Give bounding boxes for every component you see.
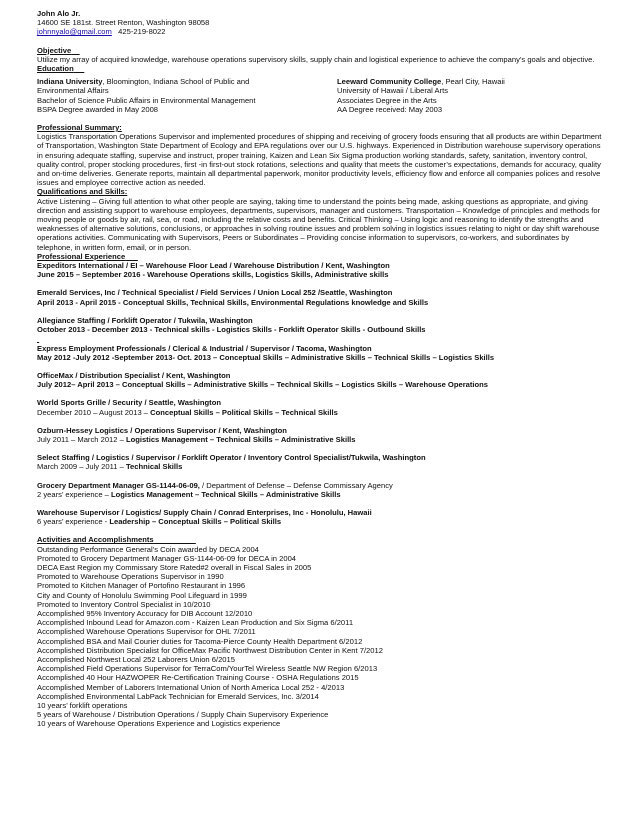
job-entry: Grocery Department Manager GS-1144-06-09, / Department of Defense – Defense Commissary Agency 2 years’ experience – Logistics Management – Technical Skills – Administrative Skills: [37, 480, 393, 499]
job-entry: [37, 344, 603, 362]
education-line: Environmental Affairs: [37, 86, 109, 96]
activity-item: Promoted to Inventory Control Specialist in 10/2010: [37, 599, 211, 609]
job-title: Emerald Services, Inc / Technical Specialist / Field Services / Union Local 252 /Seattle, Washington: [37, 288, 393, 298]
job-detail: Technical Skills: [125, 462, 183, 472]
activity-item: 10 years’ forklift operations: [37, 701, 128, 710]
degree-line: Associates Degree in the Arts: [337, 95, 437, 105]
activity-item: Accomplished Distribution Specialist for OfficeMax Pacific Northwest Distribution Center in Kent 7/2012: [37, 645, 383, 655]
job-detail: Leadership – Conceptual Skills – Political Skills: [109, 517, 282, 527]
job-entry: [37, 371, 603, 389]
job-entry: Warehouse Supervisor / Logistics/ Supply Chain / Conrad Enterprises, Inc - Honolulu, Hawaii 6 years’ experience - Leadership – Conceptual Skills – Political Skills: [37, 508, 603, 526]
activity-item: 10 years of Warehouse Operations Experience and Logistics experience: [37, 719, 281, 729]
activity-item: Promoted to Grocery Department Manager GS-1144-06-09 for DECA in 2004: [37, 553, 297, 563]
education-block: [37, 77, 603, 114]
activity-item: Outstanding Performance General’s Coin awarded by DECA 2004: [37, 544, 259, 554]
qualifications-text: Active Listening – Giving full attention to what other people are saying, taking time to understand the points being made, asking questions as appropriate, and giving direction and assisting support to warehouse employees, departments, supervisors, manager and customers. Transportation – Knowledge of principles and methods for moving people or goods by air, rail, sea, or road, including the relative costs and benefits. Critical Thinking – Using logic and reasoning to identify the strengths and weaknesses of alternative solutions, conclusions, or approaches in solving routine issues and problem solving in logistics issues relating to night or day shift warehouse operations activities. Communicating with Supervisors, Peers or Subordinates – Providing concise information to supervisors, co-workers, and subordinates by telephone, in written form, email, or in person.: [37, 196, 601, 252]
job-title: Express Employment Professionals / Clerical & Industrial / Supervisor / Tacoma, Washington: [37, 343, 372, 353]
activity-item: Promoted to Kitchen Manager of Portofino Restaurant in 1996: [37, 581, 246, 591]
activities-heading: Activities and Accomplishments: [37, 535, 154, 545]
activities-list: [37, 545, 603, 729]
education-right: Leeward Community College, Pearl City, Hawaii University of Hawaii / Liberal Arts Associates Degree in the Arts AA Degree received: May 2003: [337, 77, 603, 114]
degree-line: Bachelor of Science Public Affairs in Environmental Management: [37, 95, 256, 105]
activity-item: Accomplished Field Operations Supervisor for TerraCom/YourTel Wireless Seattle NW Region 6/2013: [37, 664, 378, 674]
job-title: OfficeMax / Distribution Specialist / Kent, Washington: [37, 370, 231, 380]
job-title: Warehouse Supervisor / Logistics/ Supply Chain / Conrad Enterprises, Inc - Honolulu, Hawaii: [37, 507, 372, 517]
experience-heading: Professional Experience: [37, 251, 126, 261]
education-left: Indiana University, Bloomington, Indiana School of Public and Environmental Affairs Bachelor of Science Public Affairs in Environmental Management BSPA Degree awarded in May 2008: [37, 77, 337, 114]
objective-text: Utilize my array of acquired knowledge, warehouse operations supervisory skills, supply chain and logistical experience to achieve the company’s goals and objective.: [37, 54, 595, 64]
job-entry: [37, 261, 603, 279]
activity-item: Promoted to Warehouse Operations Supervisor in 1990: [37, 572, 224, 582]
job-detail: May 2012 -July 2012 -September 2013- Oct. 2013 – Conceptual Skills – Administrative Skills – Technical Skills – Logistics Skills: [37, 352, 495, 362]
activity-item: Accomplished 95% Inventory Accuracy for DIB Account 12/2010: [37, 608, 253, 618]
activity-item: Accomplished BSA and Mail Courier duties for Tacoma-Pierce County Health Department 6/2012: [37, 636, 363, 646]
job-entry: [37, 316, 603, 334]
job-title: World Sports Grille / Security / Seattle, Washington: [37, 398, 221, 408]
job-detail: July 2012– April 2013 – Conceptual Skills – Administrative Skills – Technical Skills – Logistics Skills – Warehouse Operations: [37, 380, 489, 390]
activity-item: Accomplished Northwest Local 252 Laborers Union 6/2015: [37, 654, 235, 664]
contact-line: [37, 27, 603, 36]
degree-date: AA Degree received: May 2003: [337, 104, 443, 114]
activity-item: City and County of Honolulu Swimming Pool Lifeguard in 1999: [37, 590, 247, 600]
job-detail: April 2013 - April 2015 - Conceptual Skills, Technical Skills, Environmental Regulations knowledge and Skills: [37, 297, 429, 307]
activity-item: Accomplished 40 Hour HAZWOPER Re-Certification Training Course - OSHA Regulations 2015: [37, 673, 359, 683]
activity-item: Accomplished Environmental LabPack Technician for Emerald Services, Inc. 3/2014: [37, 691, 319, 701]
job-title: Allegiance Staffing / Forklift Operator / Tukwila, Washington: [37, 315, 253, 325]
objective-heading: Objective: [37, 45, 72, 55]
address: 14600 SE 181st. Street Renton, Washington 98058: [37, 18, 210, 28]
job-entry: Select Staffing / Logistics / Supervisor / Forklift Operator / Inventory Control Specialist/Tukwila, Washington March 2009 – July 2011 – Technical Skills: [37, 453, 603, 471]
summary-heading: Professional Summary:: [37, 123, 122, 133]
activity-item: Accomplished Member of Laborers International Union of North America Local 252 - 4/2013: [37, 682, 345, 692]
activity-item: Accomplished Warehouse Operations Supervisor for OHL 7/2011: [37, 627, 256, 637]
school-name: Leeward Community College: [337, 77, 442, 87]
email-link[interactable]: johnnyalo@gmail.com: [37, 27, 112, 37]
job-entry: World Sports Grille / Security / Seattle, Washington December 2010 – August 2013 – Conceptual Skills – Political Skills – Technical Skills: [37, 398, 603, 416]
education-heading: Education: [37, 64, 74, 74]
job-detail: Logistics Management – Technical Skills – Administrative Skills: [111, 489, 341, 499]
job-detail: October 2013 - December 2013 - Technical skills - Logistics Skills - Forklift Operator Skills - Outbound Skills: [37, 325, 426, 335]
school-name: Indiana University: [37, 77, 103, 87]
activity-item: DECA East Region my Commissary Store Rated#2 overall in Fiscal Sales in 2005: [37, 562, 312, 572]
job-title: Ozburn-Hessey Logistics / Operations Supervisor / Kent, Washington: [37, 425, 287, 435]
job-title: Select Staffing / Logistics / Supervisor / Forklift Operator / Inventory Control Specialist/Tukwila, Washington: [37, 453, 426, 463]
spacer-line: [37, 334, 603, 343]
job-detail: June 2015 – September 2016 - Warehouse Operations skills, Logistics Skills, Administrative skills: [37, 270, 389, 280]
activity-item: 5 years of Warehouse / Distribution Operations / Supply Chain Supervisory Experience: [37, 710, 329, 720]
qualifications-heading: Qualifications and Skills:: [37, 187, 128, 197]
job-title: Grocery Department Manager GS-1144-06-09,: [37, 480, 200, 490]
activity-item: Accomplished Inbound Lead for Amazon.com - Kaizen Lean Production and Six Sigma 6/2011: [37, 618, 354, 628]
job-detail: Logistics Management – Technical Skills – Administrative Skills: [125, 434, 356, 444]
candidate-name: John Alo Jr.: [37, 9, 81, 18]
degree-date: BSPA Degree awarded in May 2008: [37, 104, 159, 114]
job-entry: [37, 288, 603, 306]
job-entry: Ozburn-Hessey Logistics / Operations Supervisor / Kent, Washington July 2011 – March 2012 – Logistics Management – Technical Skills – Administrative Skills: [37, 426, 603, 444]
job-title: Expeditors International / EI – Warehouse Floor Lead / Warehouse Distribution / Kent, Washington: [37, 261, 390, 271]
job-detail: Conceptual Skills – Political Skills – Technical Skills: [150, 407, 338, 417]
summary-text: Logistics Transportation Operations Supervisor and implemented procedures of shipping and receiving of grocery foods ensuring that all products are within Department of Transportation, Washington State Department of Ecology and EPA regulations over our U.S. highways. Experienced in Distribution warehouse supervisory operations in ensuring adequate staffing, supervise and instruct, proper training, Kaizen and Lean Six Sigma production working standards, safety, sanitation, inventory control, quality control, proper stocking procedures, first -in first-out stock rotations, selections and quality that meets the customer’s expectations, demands for accuracy, quality and on-time deliveries. Generate reports, maintain all departmental paperwork, monitor productivity levels, efficiency flow and enforce all companies polices and resolve issues and employee corrective action as needed.: [37, 132, 602, 188]
resume-page: [37, 9, 603, 729]
phone-number: 425-219-8022: [118, 27, 166, 37]
education-line: University of Hawaii / Liberal Arts: [337, 86, 448, 96]
